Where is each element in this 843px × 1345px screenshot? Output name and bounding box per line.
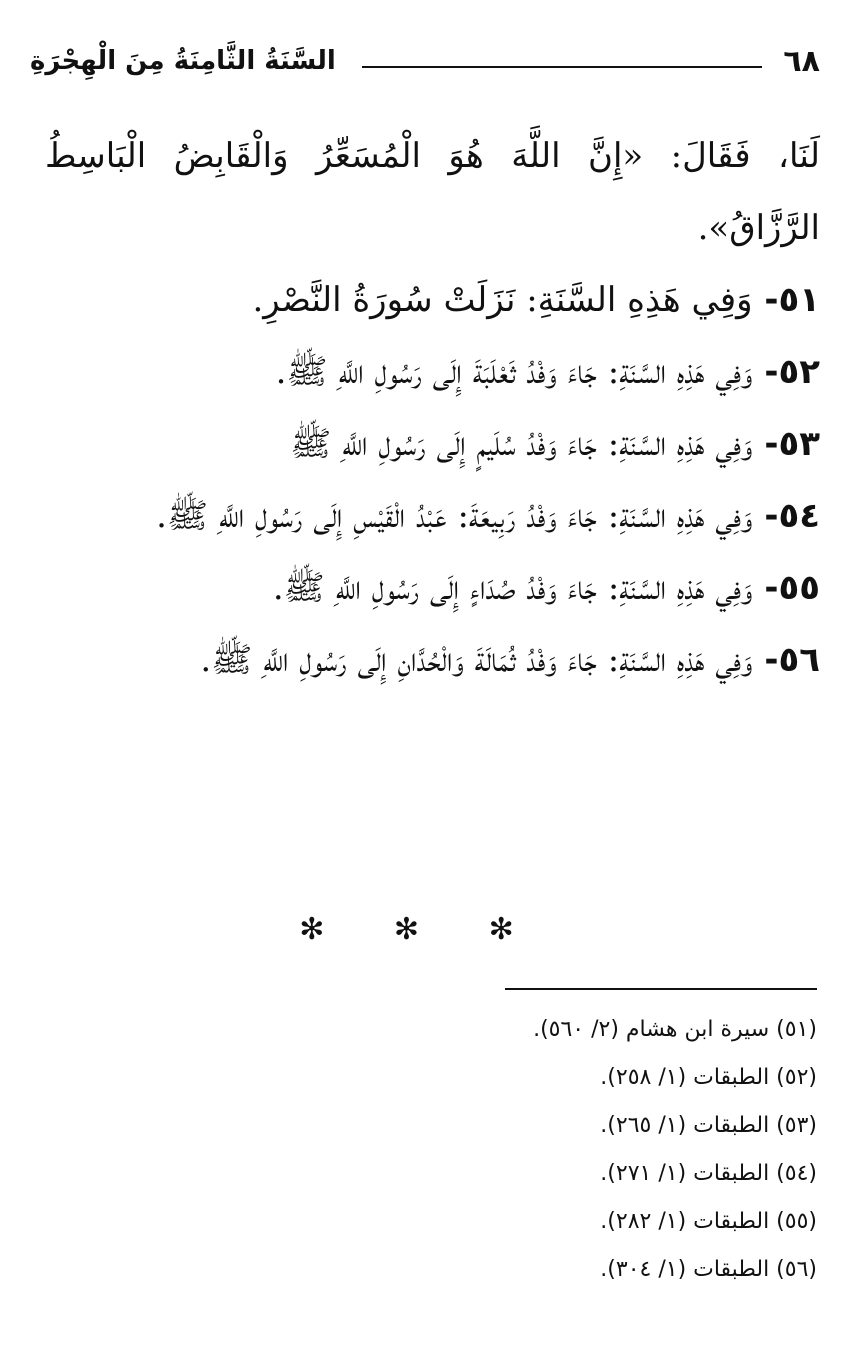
section-separator: ✻ ✻ ✻	[299, 912, 544, 947]
footnote: (٥٥) الطبقات (١/ ٢٨٢).	[600, 1209, 817, 1234]
main-text	[45, 120, 820, 696]
item-number: ٥٦	[778, 640, 820, 680]
item-number: ٥٣	[778, 424, 820, 464]
intro-paragraph: لَنَا، فَقَالَ: «إِنَّ اللَّهَ هُوَ الْمُسَعِّرُ وَالْقَابِضُ الْبَاسِطُ الرَّزَّاقُ».	[45, 136, 820, 248]
item-dash: -	[752, 280, 779, 320]
footnotes	[380, 1006, 817, 1294]
list-item	[45, 624, 820, 696]
page-number: ٦٨	[783, 44, 820, 79]
item-text: وَفِي هَذِهِ السَّنَةِ: جَاءَ وَفْدُ رَبِيعَةَ: عَبْدُ الْقَيْسِ إِلَى رَسُولِ اللَّهِ ﷺ.	[156, 496, 753, 536]
item-dash: -	[752, 640, 779, 680]
footnote: (٥١) سيرة ابن هشام (٢/ ٥٦٠).	[533, 1017, 817, 1042]
item-number: ٥٤	[778, 496, 820, 536]
list-item	[45, 552, 820, 624]
page-header	[30, 44, 820, 88]
item-text: وَفِي هَذِهِ السَّنَةِ: نَزَلَتْ سُورَةُ النَّصْرِ.	[252, 280, 753, 320]
item-dash: -	[752, 568, 779, 608]
footnote: (٥٢) الطبقات (١/ ٢٥٨).	[600, 1065, 817, 1090]
item-text: وَفِي هَذِهِ السَّنَةِ: جَاءَ وَفْدُ ثَعْلَبَةَ إِلَى رَسُولِ اللَّهِ ﷺ.	[275, 352, 753, 392]
list-item	[45, 408, 820, 480]
item-number: ٥٢	[778, 352, 820, 392]
list-item	[45, 480, 820, 552]
header-rule	[362, 66, 762, 68]
list-item	[45, 264, 820, 336]
item-number: ٥١	[778, 280, 820, 320]
item-dash: -	[752, 496, 779, 536]
item-text: وَفِي هَذِهِ السَّنَةِ: جَاءَ وَفْدُ ثُمَالَةَ وَالْحُدَّانِ إِلَى رَسُولِ اللَّهِ ﷺ.	[200, 640, 753, 680]
item-number: ٥٥	[778, 568, 820, 608]
footnote: (٥٤) الطبقات (١/ ٢٧١).	[600, 1161, 817, 1186]
item-text: وَفِي هَذِهِ السَّنَةِ: جَاءَ وَفْدُ سُلَيمٍ إِلَى رَسُولِ اللَّهِ ﷺ	[290, 424, 753, 464]
item-dash: -	[752, 424, 779, 464]
running-title: السَّنَةُ الثَّامِنَةُ مِنَ الْهِجْرَةِ	[30, 46, 336, 76]
item-dash: -	[752, 352, 779, 392]
list-item	[45, 336, 820, 408]
item-text: وَفِي هَذِهِ السَّنَةِ: جَاءَ وَفْدُ صُدَاءٍ إِلَى رَسُولِ اللَّهِ ﷺ.	[272, 568, 753, 608]
footnote-rule	[505, 988, 817, 990]
footnote: (٥٦) الطبقات (١/ ٣٠٤).	[600, 1257, 817, 1282]
footnote: (٥٣) الطبقات (١/ ٢٦٥).	[600, 1113, 817, 1138]
